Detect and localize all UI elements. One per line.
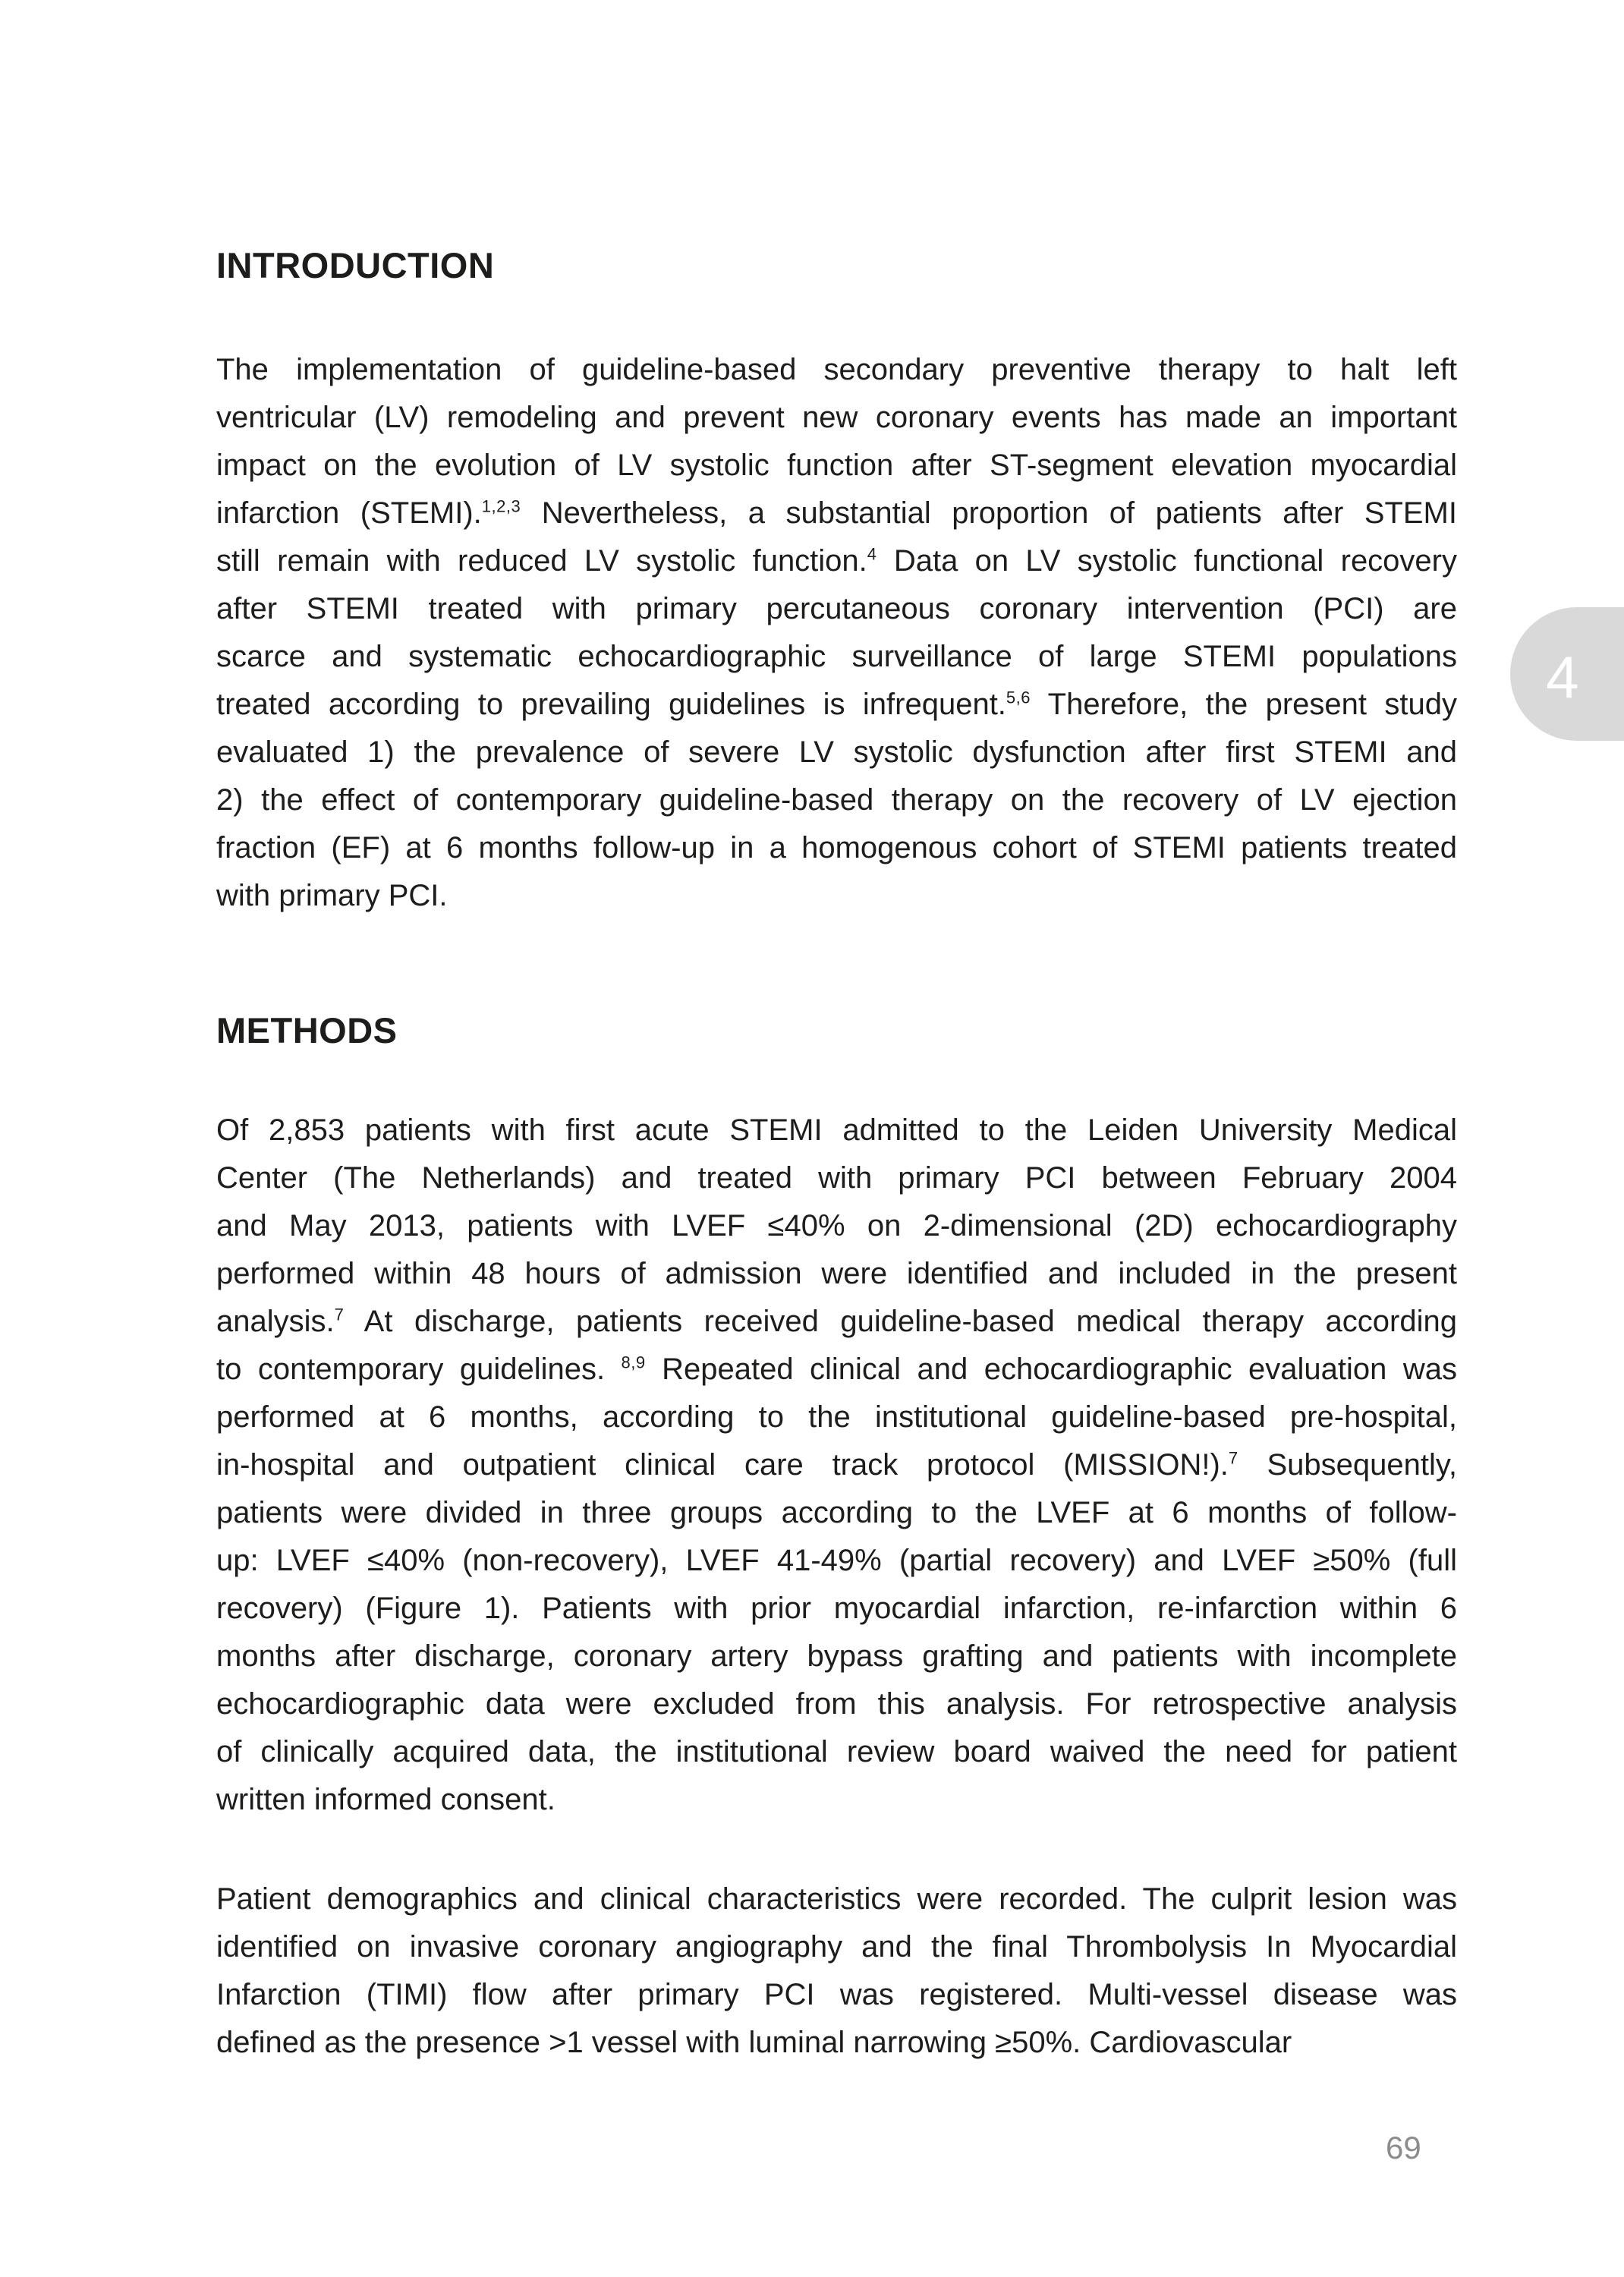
text-line: The implementation of guideline-based secondary preventive therapy to halt left xyxy=(216,353,1457,386)
text-line: infarction (STEMI).$^{1,2,3}$ Nevertheless, a substantial proportion of patients after STEMI xyxy=(216,496,1457,530)
chapter-number: 4 xyxy=(1546,643,1579,710)
text-line: performed at 6 months, according to the institutional guideline-based pre-hospital, xyxy=(216,1400,1457,1434)
methods-heading: METHODS xyxy=(216,1010,398,1050)
text-line: identified on invasive coronary angiography and the final Thrombolysis In Myocardial xyxy=(216,1930,1457,1964)
chapter-tab xyxy=(1510,607,1624,741)
text-line: up: LVEF ≤40% (non-recovery), LVEF 41-49% (partial recovery) and LVEF ≥50% (full xyxy=(216,1544,1457,1577)
text-line: treated according to prevailing guidelines is infrequent.$^{5,6}$ Therefore, the present study xyxy=(216,688,1458,721)
introduction-paragraph xyxy=(216,346,1457,920)
text-line: echocardiographic data were excluded from this analysis. For retrospective analysis xyxy=(216,1687,1457,1721)
text-line: evaluated 1) the prevalence of severe LV systolic dysfunction after first STEMI and xyxy=(216,735,1457,769)
text-line: Infarction (TIMI) flow after primary PCI was registered. Multi-vessel disease was xyxy=(216,1978,1457,2011)
text-line: performed within 48 hours of admission were identified and included in the present xyxy=(216,1257,1457,1290)
text-line: recovery) (Figure 1). Patients with prior myocardial infarction, re-infarction within 6 xyxy=(216,1592,1457,1625)
text-line: to contemporary guidelines. $^{8,9}$ Repeated clinical and echocardiographic evaluation was xyxy=(216,1353,1457,1386)
text-line: still remain with reduced LV systolic function.$^4$ Data on LV systolic functional recovery xyxy=(216,544,1457,578)
methods-paragraph-2 xyxy=(216,1875,1457,2067)
text-line: defined as the presence >1 vessel with luminal narrowing ≥50%. Cardiovascular xyxy=(216,2026,1292,2059)
text-line: Patient demographics and clinical characteristics were recorded. The culprit lesion was xyxy=(216,1882,1457,1916)
text-line: fraction (EF) at 6 months follow-up in a homogenous cohort of STEMI patients treated xyxy=(216,831,1457,865)
text-line: analysis.$^7$ At discharge, patients received guideline-based medical therapy according xyxy=(216,1305,1457,1338)
text-line: ventricular (LV) remodeling and prevent new coronary events has made an important xyxy=(216,401,1457,434)
text-line: Of 2,853 patients with first acute STEMI admitted to the Leiden University Medical xyxy=(216,1113,1457,1147)
text-line: in-hospital and outpatient clinical care track protocol (MISSION!).$^7$ Subsequently, xyxy=(216,1448,1457,1482)
page-number: 69 xyxy=(1386,2130,1421,2165)
text-line: and May 2013, patients with LVEF ≤40% on 2-dimensional (2D) echocardiography xyxy=(216,1209,1457,1242)
text-line: months after discharge, coronary artery bypass grafting and patients with incomplete xyxy=(216,1639,1457,1673)
introduction-heading: INTRODUCTION xyxy=(216,245,495,285)
text-line: 2) the effect of contemporary guideline-based therapy on the recovery of LV ejection xyxy=(216,783,1457,817)
methods-paragraph-1 xyxy=(216,1107,1457,1824)
text-line: scarce and systematic echocardiographic surveillance of large STEMI populations xyxy=(216,640,1457,673)
text-line: of clinically acquired data, the institutional review board waived the need for patient xyxy=(216,1735,1457,1768)
text-line: impact on the evolution of LV systolic function after ST-segment elevation myocardial xyxy=(216,449,1457,482)
text-line: after STEMI treated with primary percutaneous coronary intervention (PCI) are xyxy=(216,592,1457,625)
text-line: Center (The Netherlands) and treated with primary PCI between February 2004 xyxy=(216,1161,1457,1195)
text-line: written informed consent. xyxy=(216,1783,555,1816)
text-line: with primary PCI. xyxy=(216,879,448,912)
text-line: patients were divided in three groups according to the LVEF at 6 months of follow- xyxy=(216,1496,1457,1529)
